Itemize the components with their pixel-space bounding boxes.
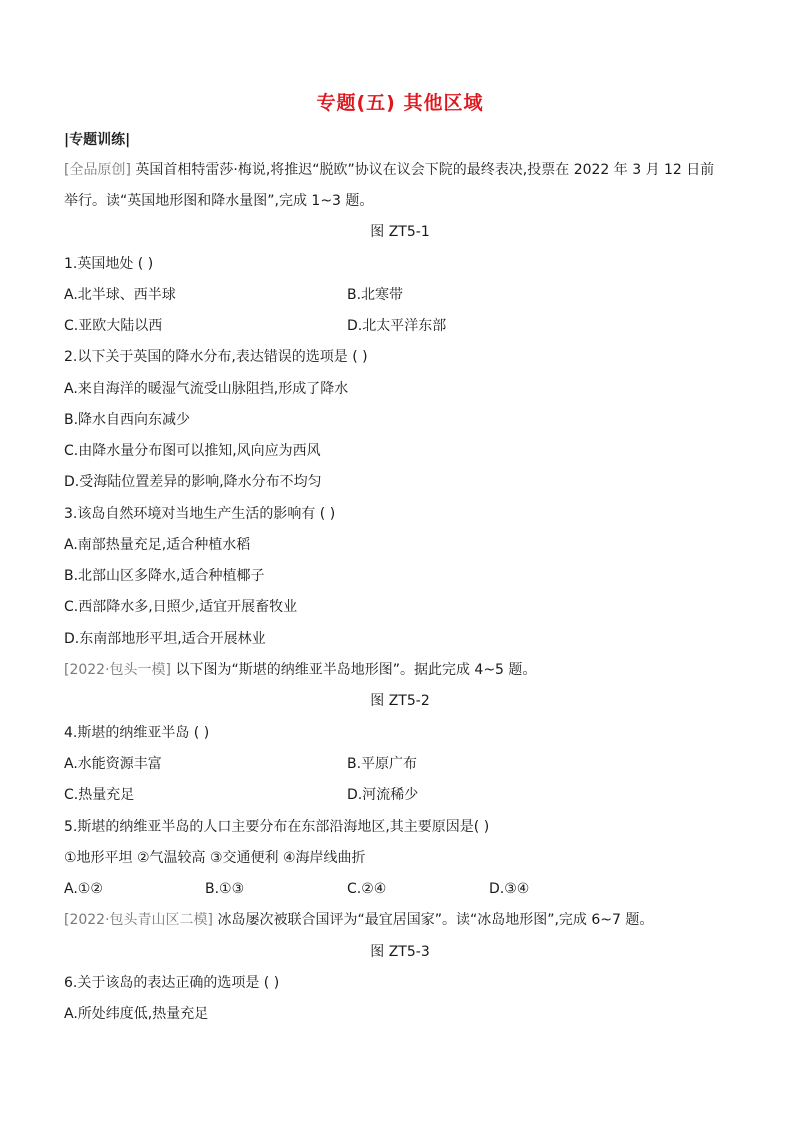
intro-2 [64,661,536,679]
page-title: 专题(五) 其他区域 [316,92,484,114]
question-1-option-a: A.北半球、西半球 [64,287,176,303]
question-2-option-a: A.来自海洋的暖湿气流受山脉阻挡,形成了降水 [64,381,349,397]
question-3-option-b: B.北部山区多降水,适合种植椰子 [64,568,265,584]
question-1-stem: 1.英国地处 ( ) [64,256,154,272]
question-5-options-line: ①地形平坦 ②气温较高 ③交通便利 ④海岸线曲折 [64,850,366,866]
question-4-stem: 4.斯堪的纳维亚半岛 ( ) [64,725,210,741]
question-4-option-c: C.热量充足 [64,787,135,803]
intro-3-source: [2022·包头青山区二模] [64,912,214,928]
intro-1-line-2: 举行。读“英国地形图和降水量图”,完成 1~3 题。 [64,193,374,209]
question-1-option-d: D.北太平洋东部 [347,318,447,334]
question-2-option-c: C.由降水量分布图可以推知,风向应为西风 [64,443,321,459]
question-4-option-a: A.水能资源丰富 [64,756,162,772]
question-3-option-d: D.东南部地形平坦,适合开展林业 [64,631,266,647]
question-3-option-c: C.西部降水多,日照少,适宜开展畜牧业 [64,599,298,615]
figure-caption-1: 图 ZT5-1 [370,224,430,240]
question-5-option-b: B.①③ [205,881,245,897]
question-2-option-d: D.受海陆位置差异的影响,降水分布不均匀 [64,474,322,490]
figure-caption-2: 图 ZT5-2 [370,693,430,709]
question-5-stem: 5.斯堪的纳维亚半岛的人口主要分布在东部沿海地区,其主要原因是( ) [64,819,490,835]
question-1-option-c: C.亚欧大陆以西 [64,318,163,334]
question-4-option-b: B.平原广布 [347,756,418,772]
intro-3 [64,911,653,929]
section-label: |专题训练| [64,132,131,148]
figure-caption-3: 图 ZT5-3 [370,944,430,960]
intro-3-text: 冰岛屡次被联合国评为“最宜居国家”。读“冰岛地形图”,完成 6~7 题。 [213,912,654,928]
question-5-option-c: C.②④ [347,881,387,897]
question-5-option-a: A.①② [64,881,103,897]
question-2-option-b: B.降水自西向东减少 [64,412,191,428]
intro-1-source: [全品原创] [64,162,131,178]
question-6-option-a: A.所处纬度低,热量充足 [64,1006,209,1022]
question-3-option-a: A.南部热量充足,适合种植水稻 [64,537,251,553]
question-4-option-d: D.河流稀少 [347,787,419,803]
question-1-option-b: B.北寒带 [347,287,404,303]
question-5-option-d: D.③④ [489,881,530,897]
intro-1-line-1 [64,161,714,179]
question-3-stem: 3.该岛自然环境对当地生产生活的影响有 ( ) [64,506,336,522]
intro-2-source: [2022·包头一模] [64,662,172,678]
intro-1-text: 英国首相特雷莎·梅说,将推迟“脱欧”协议在议会下院的最终表决,投票在 2022 年 3 月 12 日前 [130,162,715,178]
question-2-stem: 2.以下关于英国的降水分布,表达错误的选项是 ( ) [64,349,368,365]
intro-2-text: 以下图为“斯堪的纳维亚半岛地形图”。据此完成 4~5 题。 [171,662,537,678]
question-6-stem: 6.关于该岛的表达正确的选项是 ( ) [64,975,280,991]
